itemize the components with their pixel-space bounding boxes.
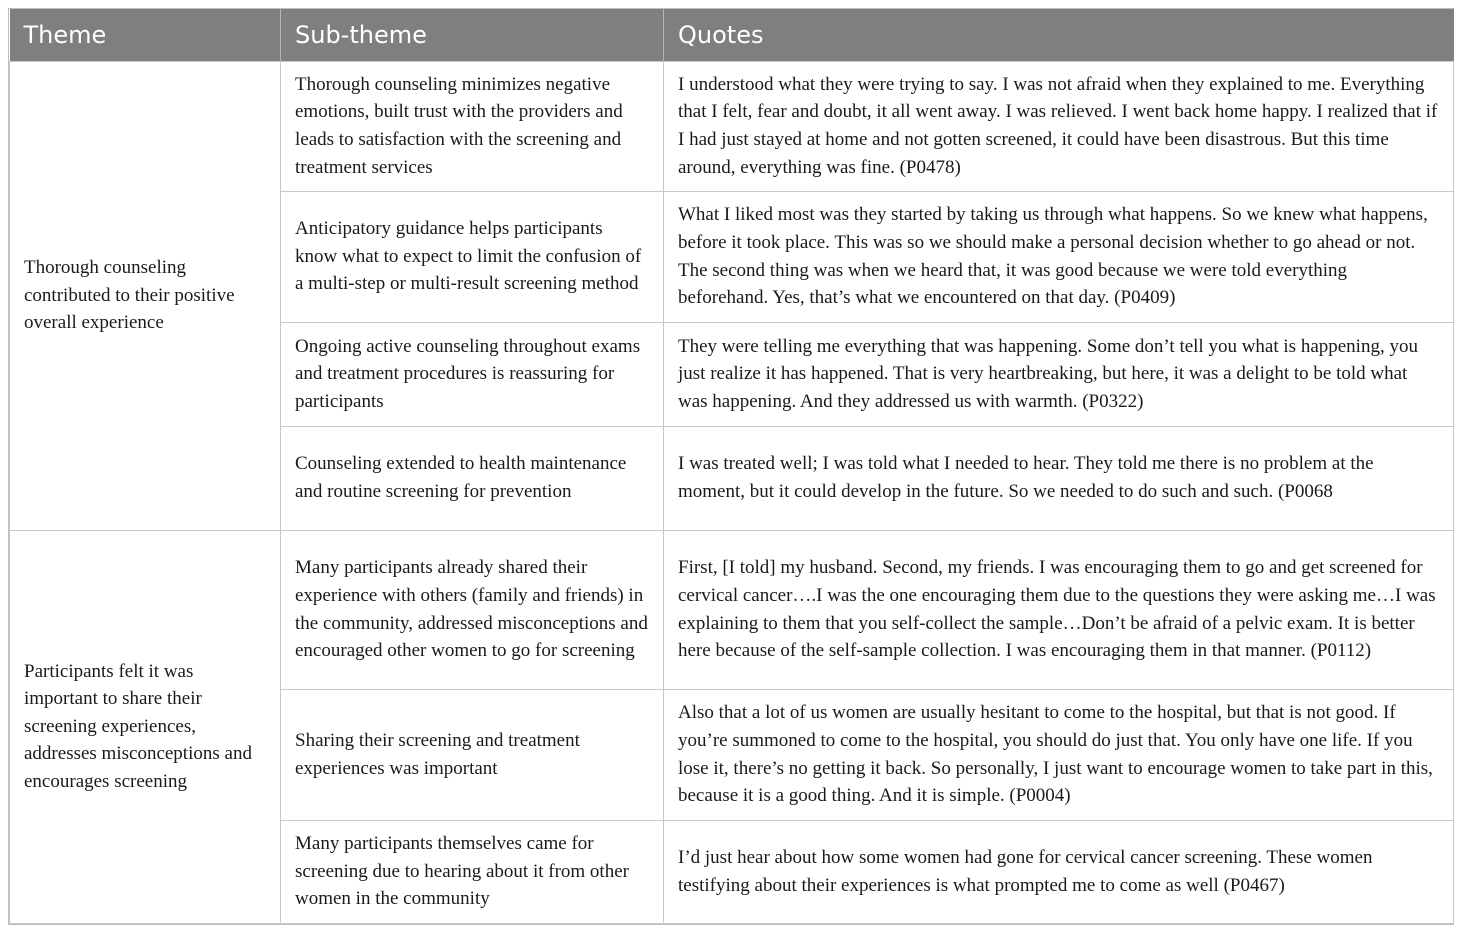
table-body <box>10 61 1454 923</box>
subtheme-cell: Many participants themselves came for screening due to hearing about it from other women in the community <box>281 820 664 923</box>
subtheme-cell: Counseling extended to health maintenance and routine screening for prevention <box>281 426 664 530</box>
subtheme-cell: Anticipatory guidance helps participants know what to expect to limit the confusion of a multi-step or multi-result screening method <box>281 191 664 322</box>
quote-cell: Also that a lot of us women are usually hesitant to come to the hospital, but that is not good. If you’re summoned to come to the hospital, you should do just that. You only have one life. If you lose it, there’s no getting it back. So personally, I just want to encourage women to take part in this, because it is a good thing. And it is simple. (P0004) <box>664 689 1454 820</box>
table-row <box>10 61 1454 191</box>
subtheme-cell: Thorough counseling minimizes negative emotions, built trust with the providers and leads to satisfaction with the screening and treatment services <box>281 61 664 191</box>
quote-cell: I understood what they were trying to say. I was not afraid when they explained to me. Everything that I felt, fear and doubt, it all went away. I was relieved. I went back home happy. I realized that if I had just stayed at home and not gotten screened, it could have been disastrous. But this time around, everything was fine. (P0478) <box>664 61 1454 191</box>
header-theme: Theme <box>10 9 281 61</box>
qualitative-themes-table-container <box>8 8 1454 925</box>
theme-cell: Participants felt it was important to share their screening experiences, addresses misconceptions and encourages screening <box>10 530 281 923</box>
quote-cell: First, [I told] my husband. Second, my friends. I was encouraging them to go and get screened for cervical cancer….I was the one encouraging them due to the questions they were asking me…I was explaining to them that you self-collect the sample…Don’t be afraid of a pelvic exam. It is better here because of the self-sample collection. I was encouraging them in that manner. (P0112) <box>664 530 1454 689</box>
themes-table <box>9 9 1454 924</box>
quote-cell: What I liked most was they started by taking us through what happens. So we knew what happens, before it took place. This was so we should make a personal decision whether to go ahead or not. The second thing was when we heard that, it was good because we were told everything beforehand. Yes, that’s what we encountered on that day. (P0409) <box>664 191 1454 322</box>
subtheme-cell: Ongoing active counseling throughout exams and treatment procedures is reassuring for participants <box>281 322 664 426</box>
quote-cell: I was treated well; I was told what I needed to hear. They told me there is no problem at the moment, but it could develop in the future. So we needed to do such and such. (P0068 <box>664 426 1454 530</box>
quote-cell: I’d just hear about how some women had gone for cervical cancer screening. These women testifying about their experiences is what prompted me to come as well (P0467) <box>664 820 1454 923</box>
table-row <box>10 530 1454 689</box>
quote-cell: They were telling me everything that was happening. Some don’t tell you what is happening, you just realize it has happened. That is very heartbreaking, but here, it was a delight to be told what was happening. And they addressed us with warmth. (P0322) <box>664 322 1454 426</box>
subtheme-cell: Many participants already shared their experience with others (family and friends) in the community, addressed misconceptions and encouraged other women to go for screening <box>281 530 664 689</box>
header-quotes: Quotes <box>664 9 1454 61</box>
subtheme-cell: Sharing their screening and treatment experiences was important <box>281 689 664 820</box>
table-header <box>10 9 1454 61</box>
theme-cell: Thorough counseling contributed to their positive overall experience <box>10 61 281 530</box>
header-subtheme: Sub-theme <box>281 9 664 61</box>
